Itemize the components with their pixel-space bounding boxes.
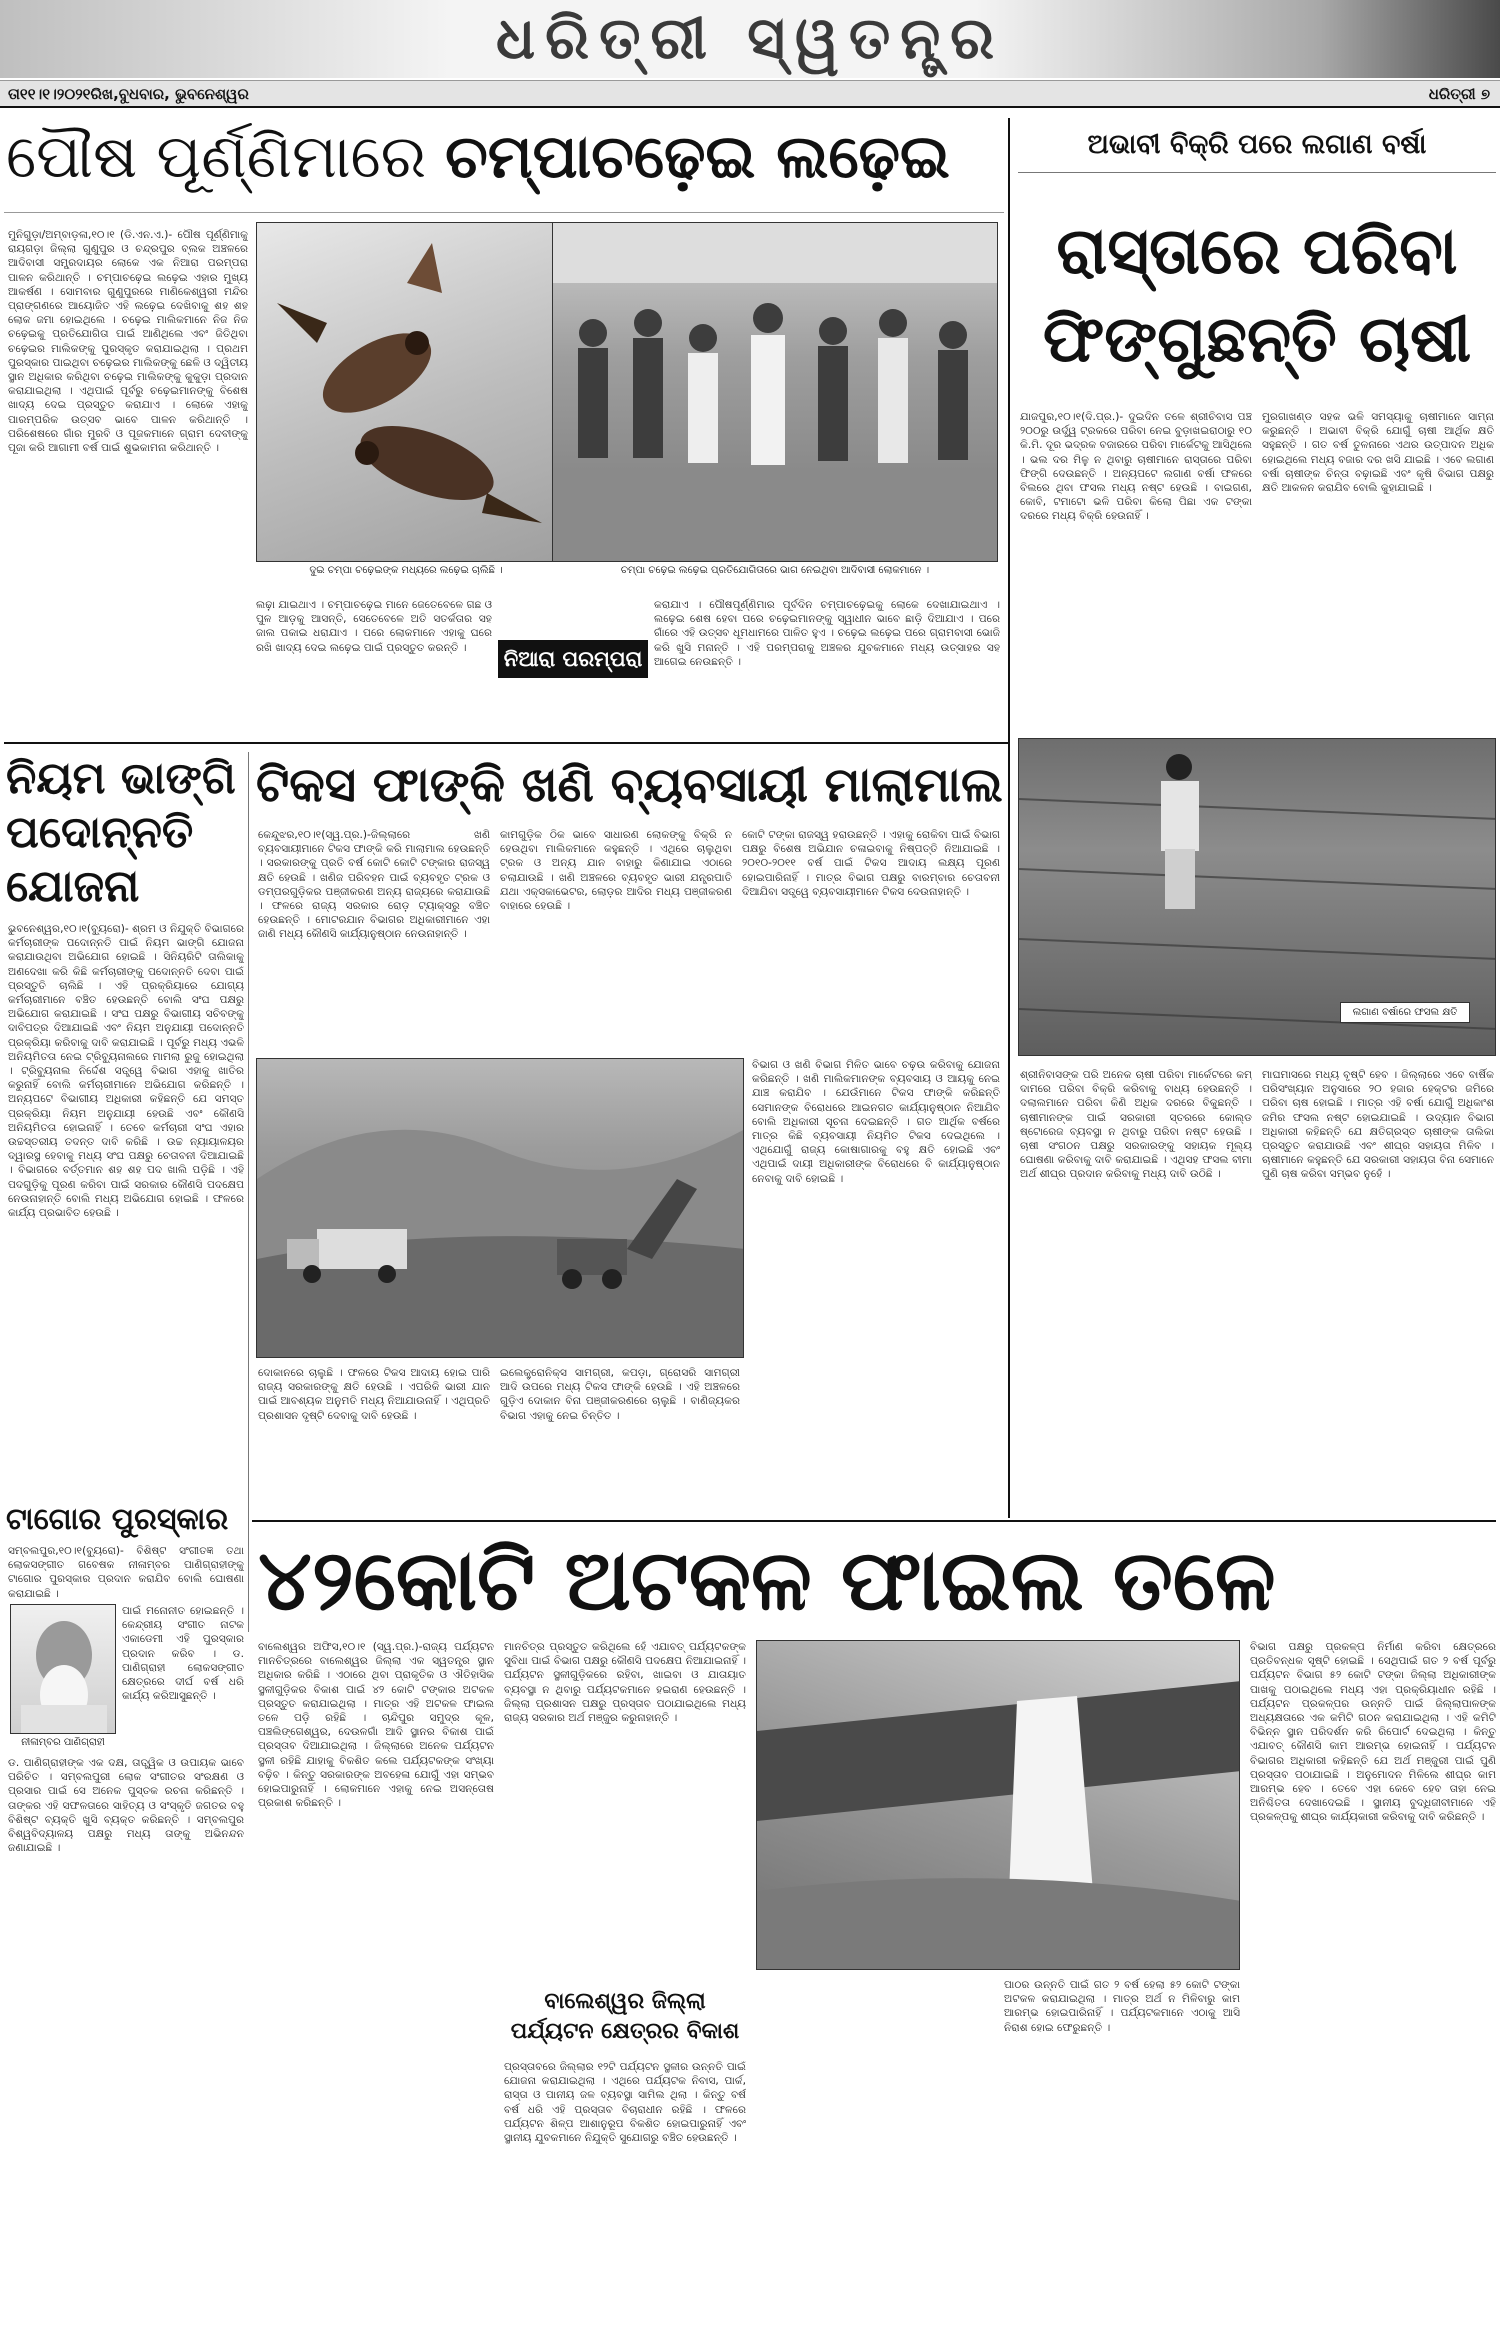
story-promotion-body: ଭୁବନେଶ୍ୱର,୧୦।୧(ବ୍ୟୁରୋ)- ଶ୍ରମ ଓ ନିଯୁକ୍ତି ବିଭାଗରେ କର୍ମଚାରୀଙ୍କ ପଦୋନ୍ନତି ପାଇଁ ନିୟମ ଭାଙ୍ଗି ଯୋଜନା କରାଯାଉଥିବା ଅଭିଯୋଗ ହୋଇଛି । ସିନିୟରିଟି ତାଲିକାକୁ ଅଣଦେଖା କରି କିଛି କର୍ମଚାରୀଙ୍କୁ ପଦୋନ୍ନତି ଦେବା ପାଇଁ ପ୍ରସ୍ତୁତି ଚାଲିଛି । ଏହି ପ୍ରକ୍ରିୟାରେ ଯୋଗ୍ୟ କର୍ମଚାରୀମାନେ ବଞ୍ଚିତ ହେଉଛନ୍ତି ବୋଲି ସଂଘ ପକ୍ଷରୁ ଅଭିଯୋଗ କରାଯାଇଛି । ସଂଘ ପକ୍ଷରୁ ବିଭାଗୀୟ ସଚିବଙ୍କୁ ଦାବିପତ୍ର ଦିଆଯାଇଛି ଏବଂ ନିୟମ ଅନୁଯାୟୀ ପଦୋନ୍ନତି ପ୍ରକ୍ରିୟା କରିବାକୁ ଦାବି କରାଯାଇଛି । ପୂର୍ବରୁ ମଧ୍ୟ ଏଭଳି ଅନିୟମିତତା ନେଇ ଟ୍ରିବ୍ୟୁନାଲରେ ମାମଲା ରୁଜୁ ହୋଇଥିଲା । ଟ୍ରିବ୍ୟୁନାଲ ନିର୍ଦ୍ଦେଶ ସତ୍ତ୍ୱେ ବିଭାଗ ଏହାକୁ ଖାତିର କରୁନାହିଁ ବୋଲି କର୍ମଚାରୀମାନେ ଅଭିଯୋଗ କରିଛନ୍ତି । ଅନ୍ୟପଟେ ବିଭାଗୀୟ ଅଧିକାରୀ କହିଛନ୍ତି ଯେ ସମସ୍ତ ପ୍ରକ୍ରିୟା ନିୟମ ଅନୁଯାୟୀ ହେଉଛି ଏବଂ କୌଣସି ଅନିୟମିତତା ହୋଇନାହିଁ । ତେବେ କର୍ମଚାରୀ ସଂଘ ଏହାର ଉଚ୍ଚସ୍ତରୀୟ ତଦନ୍ତ ଦାବି କରିଛି । ଉଚ୍ଚ ନ୍ୟାୟାଳୟର ଦ୍ୱାରସ୍ଥ ହେବାକୁ ମଧ୍ୟ ସଂଘ ପକ୍ଷରୁ ଚେତାବନୀ ଦିଆଯାଇଛି । ବିଭାଗରେ ବର୍ତ୍ତମାନ ଶହ ଶହ ପଦ ଖାଲି ପଡ଼ିଛି । ଏହି ପଦଗୁଡ଼ିକୁ ପୂରଣ କରିବା ପାଇଁ ସରକାର କୌଣସି ପଦକ୍ଷେପ ନେଉନାହାନ୍ତି ବୋଲି ମଧ୍ୟ ଅଭିଯୋଗ ହୋଇଛି । ଫଳରେ କାର୍ଯ୍ୟ ପ୍ରଭାବିତ ହେଉଛି । [8, 923, 244, 1220]
photo-waterfall [756, 1640, 1240, 1970]
crowd-illustration [553, 223, 998, 562]
story-balasore-sub-headline-1: ବାଲେଶ୍ୱର ଜିଲ୍ଲା [544, 1989, 706, 2014]
box-label-tradition: ନିଆରା ପରମ୍ପରା [498, 640, 648, 678]
bird-illustration [257, 223, 556, 562]
story-bird-right: କରାଯାଏ । ପୌଷପୂର୍ଣ୍ଣିମାର ପୂର୍ବଦିନ ଚମ୍ପାଚଢ଼େଇକୁ ଲୋକେ ଦେଖାଯାଇଥାଏ । ଲଢ଼େଇ ଶେଷ ହେବା ପରେ ଚଢ଼େଇମାନଙ୍କୁ ସ୍ୱାଧୀନ ଭାବେ ଛାଡ଼ି ଦିଆଯାଏ । ପରେ ଗାଁରେ ଏହି ଉତ୍ସବ ଧୂମଧାମରେ ପାଳିତ ହୁଏ । ଚଢ଼େଇ ଲଢ଼େଇ ପରେ ଗ୍ରାମବାସୀ ଭୋଜି କରି ଖୁସି ମନାନ୍ତି । ଏହି ପରମ୍ପରାକୁ ଅଞ୍ଚଳର ଯୁବକମାନେ ମଧ୍ୟ ଉତ୍ସାହର ସହ ଆଗେଇ ନେଉଛନ୍ତି । [654, 599, 1000, 668]
story-bird-headline [6, 118, 950, 196]
divider [1018, 172, 1496, 173]
story-tagore-headline: ଟାଗୋର ପୁରସ୍କାର [6, 1502, 229, 1537]
photo-villagers [552, 222, 998, 562]
story-promotion-headline-2: ପଦୋନ୍ନତି [6, 807, 194, 858]
divider [4, 212, 1004, 213]
headline-part-a: ପୌଷ ପୂର୍ଣ୍ଣିମାରେ [6, 122, 446, 192]
photo-mine-trucks [256, 1058, 744, 1358]
story-mining-under-photo-1: ଦୋକାନରେ ଚାଲୁଛି । ଫଳରେ ଟିକସ ଆଦାୟ ହୋଇ ପାରି ରାଜ୍ୟ ସରକାରଙ୍କୁ କ୍ଷତି ହେଉଛି । ଏପରିକି ଭାରୀ ଯାନ ପାଇଁ ଆବଶ୍ୟକ ଅନୁମତି ମଧ୍ୟ ନିଆଯାଉନାହିଁ । ଏଥିପ୍ରତି ପ୍ରଶାସନ ଦୃଷ୍ଟି ଦେବାକୁ ଦାବି ହେଉଛି । [258, 1367, 490, 1422]
caption-panigrahi: ନୀଳାମ୍ବର ପାଣିଗ୍ରାହୀ [21, 1737, 105, 1748]
caption-field: ଲଗାଣ ବର୍ଷାରେ ଫସଲ କ୍ଷତି [1340, 1002, 1470, 1023]
column-rule [1008, 118, 1010, 1518]
story-farmers-kicker: ଅଭାବୀ ବିକ୍ରି ପରେ ଲଗାଣ ବର୍ଷା [1087, 129, 1427, 160]
story-mining-col1: କେନ୍ଦୁଝର,୧୦।୧(ସ୍ୱ.ପ୍ର.)-ଜିଲ୍ଲାରେ ଖଣି ବ୍ୟବସାୟୀମାନେ ଟିକସ ଫାଙ୍କି କରି ମାଲାମାଲ ହେଉଛନ୍ତି । ସରକାରଙ୍କୁ ପ୍ରତି ବର୍ଷ କୋଟି କୋଟି ଟଙ୍କାର ରାଜସ୍ୱ କ୍ଷତି ହେଉଛି । ଖଣିଜ ପରିବହନ ପାଇଁ ବ୍ୟବହୃତ ଟ୍ରକ ଓ ଡମ୍ପରଗୁଡ଼ିକର ପଞ୍ଜୀକରଣ ଅନ୍ୟ ରାଜ୍ୟରେ କରାଯାଉଛି । ଫଳରେ ରାଜ୍ୟ ସରକାର ରୋଡ଼ ଟ୍ୟାକ୍ସରୁ ବଞ୍ଚିତ ହେଉଛନ୍ତି । ମୋଟରଯାନ ବିଭାଗର ଅଧିକାରୀମାନେ ଏହା ଜାଣି ମଧ୍ୟ କୌଣସି କାର୍ଯ୍ୟାନୁଷ୍ଠାନ ନେଉନାହାନ୍ତି । [258, 829, 490, 941]
section-rule [4, 742, 1008, 744]
story-mining-col2: କାମଗୁଡ଼ିକ ଠିକ ଭାବେ ସାଧାରଣ ଲୋକଙ୍କୁ ବିକ୍ରି ନ ହେଉଥିବା ମାଲିକମାନେ କହୁଛନ୍ତି । ଏଥିରେ ଚାଲୁଥିବା ଟ୍ରକ ଓ ଅନ୍ୟ ଯାନ ବାହାରୁ କିଣାଯାଇ ଏଠାରେ ଚଲାଯାଉଛି । ଖଣି ଅଞ୍ଚଳରେ ବ୍ୟବହୃତ ଭାରୀ ଯନ୍ତ୍ରପାତି ଯଥା ଏକ୍ସକାଭେଟର, ଲୋଡ଼ର ଆଦିର ମଧ୍ୟ ପଞ୍ଜୀକରଣ ବାହାରେ ହେଉଛି । [500, 829, 732, 913]
masthead-title: ଧରିତ୍ରୀ ସ୍ୱତନ୍ତ୍ର [495, 4, 1005, 72]
photo-birds [256, 222, 556, 562]
caption-birds: ଦୁଇ ଚମ୍ପା ଚଢ଼େଇଙ୍କ ମଧ୍ୟରେ ଲଢ଼େଇ ଚାଲିଛି । [309, 565, 503, 576]
story-bird-lead: ମୁନିଗୁଡ଼ା/ଅମ୍ବାଡ଼ଳା,୧୦।୧ (ଡି.ଏନ.ଏ.)- ପୌଷ ପୂର୍ଣ୍ଣିମାକୁ ରାୟଗଡ଼ା ଜିଲ୍ଲା ଗୁଣୁପୁର ଓ ଚନ୍ଦ୍ରପୁର ବ୍ଲକ ଅଞ୍ଚଳରେ ଆଦିବାସୀ ସମ୍ପ୍ରଦାୟର ଲୋକେ ଏକ ନିଆରା ପରମ୍ପରା ପାଳନ କରିଥାନ୍ତି । ଚମ୍ପାଚଢ଼େଇ ଲଢ଼େଇ ଏହାର ମୁଖ୍ୟ ଆକର୍ଷଣ । ସୋମବାର ଗୁଣୁପୁରରେ ମାଣିକେଶ୍ୱରୀ ମନ୍ଦିର ପ୍ରାଙ୍ଗଣରେ ଆୟୋଜିତ ଏହି ଲଢ଼େଇ ଦେଖିବାକୁ ଶହ ଶହ ଲୋକ ଜମା ହୋଇଥିଲେ । ଚଢ଼େଇ ମାଲିକମାନେ ନିଜ ନିଜ ଚଢ଼େଇକୁ ପ୍ରତିଯୋଗିତା ପାଇଁ ଆଣିଥିଲେ ଏବଂ ଜିତିଥିବା ଚଢ଼େଇର ମାଲିକଙ୍କୁ ପୁରସ୍କୃତ କରାଯାଇଥିଲା । ପ୍ରଥମ ପୁରସ୍କାର ପାଇଥିବା ଚଢ଼େଇର ମାଲିକଙ୍କୁ ଛେଳି ଓ ଦ୍ୱିତୀୟ ସ୍ଥାନ ଅଧିକାର କରିଥିବା ଚଢ଼େଇ ମାଲିକଙ୍କୁ କୁକୁଡ଼ା ପ୍ରଦାନ କରାଯାଇଥିଲା । ଏଥିପାଇଁ ପୂର୍ବରୁ ଚଢ଼େଇମାନଙ୍କୁ ବିଶେଷ ଖାଦ୍ୟ ଦେଇ ପ୍ରସ୍ତୁତ କରାଯାଏ । ଲୋକେ ଏହାକୁ ପାରମ୍ପରିକ ଉତ୍ସବ ଭାବେ ପାଳନ କରିଥାନ୍ତି । ପରିଶେଷରେ ଗାଁର ମୁରବି ଓ ପୂଜକମାନେ ଗ୍ରାମ ଦେବୀଙ୍କୁ ପୂଜା କରି ଆଗାମୀ ବର୍ଷ ପାଇଁ ଶୁଭକାମନା କରିଥାନ୍ତି । [8, 229, 248, 455]
story-mining-under-photo-2: ଇଲେକ୍ଟ୍ରୋନିକ୍ସ ସାମଗ୍ରୀ, କପଡ଼ା, ଗ୍ରୋସରି ସାମଗ୍ରୀ ଆଦି ଉପରେ ମଧ୍ୟ ଟିକସ ଫାଙ୍କି ହେଉଛି । ଏହି ଅଞ୍ଚଳରେ ଗୁଡ଼ିଏ ଦୋକାନ ବିନା ପଞ୍ଜୀକରଣରେ ଚାଲୁଛି । ବାଣିଜ୍ୟକର ବିଭାଗ ଏହାକୁ ନେଇ ଚିନ୍ତିତ । [500, 1367, 740, 1422]
story-farmers-headline-1: ରାସ୍ତାରେ ପରିବା [1056, 215, 1458, 289]
story-balasore-under-photo: ପାଠର ଉନ୍ନତି ପାଇଁ ଗତ ୨ ବର୍ଷ ହେଲା ୫୨ କୋଟି ଟଙ୍କା ଅଟକଳ କରାଯାଇଥିଲା । ମାତ୍ର ଅର୍ଥ ନ ମିଳିବାରୁ କାମ ଆରମ୍ଭ ହୋଇପାରିନାହିଁ । ପର୍ଯ୍ୟଟକମାନେ ଏଠାକୁ ଆସି ନିରାଶ ହୋଇ ଫେରୁଛନ୍ତି । [1004, 1979, 1240, 2034]
story-tagore-intro: ସମ୍ବଲପୁର,୧୦।୧(ବ୍ୟୁରୋ)- ବିଶିଷ୍ଟ ସଂଗୀତଜ୍ଞ ତଥା ଲୋକସଙ୍ଗୀତ ଗବେଷକ ନୀଳାମ୍ବର ପାଣିଗ୍ରାହୀଙ୍କୁ ଟାଗୋର ପୁରସ୍କାର ପ୍ରଦାନ କରାଯିବ ବୋଲି ଘୋଷଣା କରାଯାଇଛି । [8, 1545, 244, 1600]
story-balasore-col2-bottom: ପ୍ରସ୍ତାବରେ ଜିଲ୍ଲାର ୧୨ଟି ପର୍ଯ୍ୟଟନ ସ୍ଥଳୀର ଉନ୍ନତି ପାଇଁ ଯୋଜନା କରାଯାଇଥିଲା । ଏଥିରେ ପର୍ଯ୍ୟଟକ ନିବାସ, ପାର୍କ, ରାସ୍ତା ଓ ପାନୀୟ ଜଳ ବ୍ୟବସ୍ଥା ସାମିଲ ଥିଲା । କିନ୍ତୁ ବର୍ଷ ବର୍ଷ ଧରି ଏହି ପ୍ରସ୍ତାବ ବିଚାରାଧୀନ ରହିଛି । ଫଳରେ ପର୍ଯ୍ୟଟନ ଶିଳ୍ପ ଆଶାନୁରୂପ ବିକଶିତ ହୋଇପାରୁନାହିଁ ଏବଂ ସ୍ଥାନୀୟ ଯୁବକମାନେ ନିଯୁକ୍ତି ସୁଯୋଗରୁ ବଞ୍ଚିତ ହେଉଛନ୍ତି । [504, 2061, 746, 2145]
headline-part-b: ଚମ୍ପାଚଢ଼େଇ ଲଢ଼େଇ [445, 122, 950, 192]
story-balasore-headline: ୪୨କୋଟି ଅଟକଳ ଫାଇଲ ତଳେ [258, 1531, 1276, 1629]
story-balasore-sub-headline-2: ପର୍ଯ୍ୟଟନ କ୍ଷେତ୍ରର ବିକାଶ [510, 2019, 740, 2044]
story-farmers-headline-2: ଫିଙ୍ଗୁଛନ୍ତି ଚାଷୀ [1042, 303, 1472, 377]
story-promotion-headline-1: ନିୟମ ଭାଙ୍ଗି [6, 753, 236, 804]
waterfall-illustration [757, 1641, 1240, 1970]
story-balasore-col2: ମାନଚିତ୍ର ପ୍ରସ୍ତୁତ କରିଥିଲେ ହେଁ ଏଯାବତ୍ ପର୍ଯ୍ୟଟକଙ୍କ ସୁବିଧା ପାଇଁ ବିଭାଗ ପକ୍ଷରୁ କୌଣସି ପଦକ୍ଷେପ ନିଆଯାଇନାହିଁ । ପର୍ଯ୍ୟଟନ ସ୍ଥଳୀଗୁଡ଼ିକରେ ରହିବା, ଖାଇବା ଓ ଯାତାୟାତ ବ୍ୟବସ୍ଥା ନ ଥିବାରୁ ପର୍ଯ୍ୟଟକମାନେ ହଇରାଣ ହେଉଛନ୍ତି । ଜିଲ୍ଲା ପ୍ରଶାସନ ପକ୍ଷରୁ ପ୍ରସ୍ତାବ ପଠାଯାଇଥିଲେ ମଧ୍ୟ ରାଜ୍ୟ ସରକାର ଅର୍ଥ ମଞ୍ଜୁର କରୁନାହାନ୍ତି । [504, 1641, 746, 1725]
story-farmers-body-top: ଯାଜପୁର,୧୦।୧(ଦି.ପ୍ର.)- ଦୁଇଦିନ ତଳେ ଶ୍ରୀଚିବାସ ପଞ୍ଚ ୨୦୦ରୁ ଉର୍ଦ୍ଧ୍ୱ ଟ୍ରକରେ ପରିବା ନେଇ ବୁଡ଼ାଖଇରାଠାରୁ ୧୦ କି.ମି. ଦୂର ଭଦ୍ରକ ବଜାରରେ ପରିବା ମାର୍କେଟକୁ ଆସିଥିଲେ । ଭଲ ଦର ମିଳୁ ନ ଥିବାରୁ ଚାଷୀମାନେ ରାସ୍ତାରେ ପରିବା ଫିଙ୍ଗି ଦେଉଛନ୍ତି । ଅନ୍ୟପଟେ ଲଗାଣ ବର୍ଷା ଫଳରେ ବିଲରେ ଥିବା ଫସଲ ମଧ୍ୟ ନଷ୍ଟ ହେଉଛି । ବାଇଗଣ, କୋବି, ଟମାଟୋ ଭଳି ପରିବା କିଲୋ ପିଛା ଏକ ଟଙ୍କା ଦରରେ ମଧ୍ୟ ବିକ୍ରି ହେଉନାହିଁ । [1020, 411, 1252, 523]
story-mining-col3: କୋଟି ଟଙ୍କା ରାଜସ୍ୱ ହରାଉଛନ୍ତି । ଏହାକୁ ରୋକିବା ପାଇଁ ବିଭାଗ ପକ୍ଷରୁ ବିଶେଷ ଅଭିଯାନ ଚଳାଇବାକୁ ନିଷ୍ପତ୍ତି ନିଆଯାଇଛି । ୨୦୧୦-୨୦୧୧ ବର୍ଷ ପାଇଁ ଟିକସ ଆଦାୟ ଲକ୍ଷ୍ୟ ପୂରଣ ହୋଇପାରିନାହିଁ । ମାତ୍ର ବିଭାଗ ପକ୍ଷରୁ ବାରମ୍ବାର ଚେତାବନୀ ଦିଆଯିବା ସତ୍ତ୍ୱେ ବ୍ୟବସାୟୀମାନେ ଟିକସ ଦେଉନାହାନ୍ତି । [742, 829, 1000, 898]
page-number: ଧରିତ୍ରୀ ୭ [1428, 85, 1490, 103]
story-farmers-body-bottom: ଶ୍ରୀନିବାସଙ୍କ ପରି ଅନେକ ଚାଷୀ ପରିବା ମାର୍କେଟରେ କମ୍ ଦାମରେ ପରିବା ବିକ୍ରି କରିବାକୁ ବାଧ୍ୟ ହେଉଛନ୍ତି । ଦଲାଲମାନେ ପରିବା କିଣି ଅଧିକ ଦରରେ ବିକୁଛନ୍ତି । ଚାଷୀମାନଙ୍କ ପାଇଁ ସରକାରୀ ସ୍ତରରେ କୋଲ୍ଡ ଷ୍ଟୋରେଜ ବ୍ୟବସ୍ଥା ନ ଥିବାରୁ ପରିବା ନଷ୍ଟ ହେଉଛି । ଚାଷୀ ସଂଗଠନ ପକ୍ଷରୁ ସରକାରଙ୍କୁ ସହାୟକ ମୂଲ୍ୟ ଘୋଷଣା କରିବାକୁ ଦାବି କରାଯାଇଛି । ଏଥିସହ ଫସଲ ବୀମା ଅର୍ଥ ଶୀଘ୍ର ପ୍ରଦାନ କରିବାକୁ ମଧ୍ୟ ଦାବି ଉଠିଛି । [1020, 1069, 1252, 1181]
section-rule [252, 1520, 1496, 1522]
story-mining-col-right: ବିଭାଗ ଓ ଖଣି ବିଭାଗ ମିଳିତ ଭାବେ ଚଢ଼ଉ କରିବାକୁ ଯୋଜନା କରିଛନ୍ତି । ଖଣି ମାଲିକମାନଙ୍କ ବ୍ୟବସାୟ ଓ ଆୟକୁ ନେଇ ଯାଞ୍ଚ କରାଯିବ । ଯେଉଁମାନେ ଟିକସ ଫାଙ୍କି କରିଛନ୍ତି ସେମାନଙ୍କ ବିରୋଧରେ ଆଇନଗତ କାର୍ଯ୍ୟାନୁଷ୍ଠାନ ନିଆଯିବ ବୋଲି ଅଧିକାରୀ ସୂଚନା ଦେଇଛନ୍ତି । ଗତ ଆର୍ଥିକ ବର୍ଷରେ ମାତ୍ର କିଛି ବ୍ୟବସାୟୀ ନିୟମିତ ଟିକସ ଦେଇଥିଲେ । ଏଥିଯୋଗୁଁ ରାଜ୍ୟ କୋଷାଗାରକୁ ବହୁ କ୍ଷତି ହୋଇଛି ଏବଂ ଏଥିପାଇଁ ଦାୟୀ ଅଧିକାରୀଙ୍କ ବିରୋଧରେ ବି କାର୍ଯ୍ୟାନୁଷ୍ଠାନ ନେବାକୁ ଦାବି ହୋଇଛି । [752, 1059, 1000, 1185]
caption-villagers: ଚମ୍ପା ଚଢ଼େଇ ଲଢ଼େଇ ପ୍ରତିଯୋଗିତାରେ ଭାଗ ନେଇଥିବା ଆଦିବାସୀ ଲୋକମାନେ । [620, 565, 930, 576]
story-balasore-under-photo-left [756, 1978, 996, 2336]
mine-illustration [257, 1059, 744, 1358]
story-mining-headline: ଟିକସ ଫାଙ୍କି ଖଣି ବ୍ୟବସାୟୀ ମାଲାମାଲ [256, 757, 1003, 813]
story-promotion-headline-3: ଯୋଜନା [6, 861, 140, 912]
story-balasore-col4: ବିଭାଗ ପକ୍ଷରୁ ପ୍ରକଳ୍ପ ନିର୍ମାଣ କରିବା କ୍ଷେତ୍ରରେ ପ୍ରତିବନ୍ଧକ ସୃଷ୍ଟି ହୋଇଛି । ସେଥିପାଇଁ ଗତ ୨ ବର୍ଷ ପୂର୍ବରୁ ପର୍ଯ୍ୟଟନ ବିଭାଗ ୫୨ କୋଟି ଟଙ୍କା ଜିଲ୍ଲା ଅଧିକାରୀଙ୍କ ପାଖକୁ ପଠାଇଥିଲେ ମଧ୍ୟ ଏହା ପ୍ରକ୍ରିୟାଧୀନ ରହିଛି । ପର୍ଯ୍ୟଟନ ପ୍ରକଳ୍ପର ଉନ୍ନତି ପାଇଁ ଜିଲ୍ଲାପାଳଙ୍କ ଅଧ୍ୟକ୍ଷତାରେ ଏକ କମିଟି ଗଠନ କରାଯାଇଥିଲା । ଏହି କମିଟି ବିଭିନ୍ନ ସ୍ଥାନ ପରିଦର୍ଶନ କରି ରିପୋର୍ଟ ଦେଇଥିଲା । କିନ୍ତୁ ଏଯାବତ୍ କୌଣସି କାମ ଆରମ୍ଭ ହୋଇନାହିଁ । ପର୍ଯ୍ୟଟନ ବିଭାଗର ଅଧିକାରୀ କହିଛନ୍ତି ଯେ ଅର୍ଥ ମଞ୍ଜୁରୀ ପାଇଁ ପୁଣି ପ୍ରସ୍ତାବ ପଠାଯାଇଛି । ଅନୁମୋଦନ ମିଳିଲେ ଶୀଘ୍ର କାମ ଆରମ୍ଭ ହେବ । ତେବେ ଏହା କେବେ ହେବ ତାହା ନେଇ ଅନିଶ୍ଚିତତା ଦେଖାଦେଇଛି । ସ୍ଥାନୀୟ ବୁଦ୍ଧିଜୀବୀମାନେ ଏହି ପ୍ରକଳ୍ପକୁ ଶୀଘ୍ର କାର୍ଯ୍ୟକାରୀ କରିବାକୁ ଦାବି କରିଛନ୍ତି । [1250, 1641, 1496, 1824]
column-rule [248, 752, 249, 1632]
story-balasore-col1: ବାଲେଶ୍ୱର ଅଫିସ,୧୦।୧ (ସ୍ୱ.ପ୍ର.)-ରାଜ୍ୟ ପର୍ଯ୍ୟଟନ ମାନଚିତ୍ରରେ ବାଲେଶ୍ୱର ଜିଲ୍ଲା ଏକ ସ୍ୱତନ୍ତ୍ର ସ୍ଥାନ ଅଧିକାର କରିଛି । ଏଠାରେ ଥିବା ପ୍ରାକୃତିକ ଓ ଐତିହାସିକ ସ୍ଥଳୀଗୁଡ଼ିକର ବିକାଶ ପାଇଁ ୪୨ କୋଟି ଟଙ୍କାର ଅଟକଳ ପ୍ରସ୍ତୁତ କରାଯାଇଥିଲା । ମାତ୍ର ଏହି ଅଟକଳ ଫାଇଲ ତଳେ ପଡ଼ି ରହିଛି । ଚାନ୍ଦିପୁର ସମୁଦ୍ର କୂଳ, ପଞ୍ଚଲିଙ୍ଗେଶ୍ୱର, ଦେଉଳଗାଁ ଆଦି ସ୍ଥାନର ବିକାଶ ପାଇଁ ପ୍ରସ୍ତାବ ଦିଆଯାଇଥିଲା । ଜିଲ୍ଲାରେ ଅନେକ ପର୍ଯ୍ୟଟନ ସ୍ଥଳୀ ରହିଛି ଯାହାକୁ ବିକଶିତ କଲେ ପର୍ଯ୍ୟଟକଙ୍କ ସଂଖ୍ୟା ବଢ଼ିବ । କିନ୍ତୁ ସରକାରଙ୍କ ଅବହେଳା ଯୋଗୁଁ ଏହା ସମ୍ଭବ ହୋଇପାରୁନାହିଁ । ଲୋକମାନେ ଏହାକୁ ନେଇ ଅସନ୍ତୋଷ ପ୍ରକାଶ କରିଛନ୍ତି । [258, 1641, 494, 1810]
story-farmers-body-top-2: ମୁରଗାଖଣ୍ଡ ସହକ ଭଳି ସମସ୍ୟାକୁ ଚାଷୀମାନେ ସାମ୍ନା କରୁଛନ୍ତି । ଅଭାବୀ ବିକ୍ରି ଯୋଗୁଁ ଚାଷୀ ଆର୍ଥିକ କ୍ଷତି ସହୁଛନ୍ତି । ଗତ ବର୍ଷ ତୁଳନାରେ ଏଥର ଉତ୍ପାଦନ ଅଧିକ ହୋଇଥିଲେ ମଧ୍ୟ ବଜାର ଦର ଖସି ଯାଇଛି । ଏବେ ଲଗାଣ ବର୍ଷା ଚାଷୀଙ୍କ ଚିନ୍ତା ବଢ଼ାଇଛି ଏବଂ କୃଷି ବିଭାଗ ପକ୍ଷରୁ କ୍ଷତି ଆକଳନ କରାଯିବ ବୋଲି କୁହାଯାଇଛି । [1262, 411, 1494, 495]
story-tagore-side: ପାଇଁ ମନୋନୀତ ହୋଇଛନ୍ତି । କେନ୍ଦ୍ରୀୟ ସଂଗୀତ ନାଟକ ଏକାଡେମୀ ଏହି ପୁରସ୍କାର ପ୍ରଦାନ କରିବ । ଡ. ପାଣିଗ୍ରାହୀ ଲୋକସଙ୍ଗୀତ କ୍ଷେତ୍ରରେ ଦୀର୍ଘ ବର୍ଷ ଧରି କାର୍ଯ୍ୟ କରିଆସୁଛନ୍ତି । [122, 1605, 244, 1703]
dateline: ତା୧୧।୧।୨୦୨୧ରିଖ,ବୁଧବାର, ଭୁବନେଶ୍ୱର [8, 85, 249, 103]
story-tagore-bottom: ଡ. ପାଣିଗ୍ରାହୀଙ୍କ ଏକ ଦକ୍ଷ, ତାତ୍ତ୍ୱିକ ଓ ଉପାୟକ ଭାବେ ପରିଚିତ । ସମ୍ବଲପୁରୀ ଲୋକ ସଂଗୀତର ସଂରକ୍ଷଣ ଓ ପ୍ରସାର ପାଇଁ ସେ ଅନେକ ପୁସ୍ତକ ରଚନା କରିଛନ୍ତି । ତାଙ୍କର ଏହି ସଫଳତାରେ ସାହିତ୍ୟ ଓ ସଂସ୍କୃତି ଜଗତର ବହୁ ବିଶିଷ୍ଟ ବ୍ୟକ୍ତି ଖୁସି ବ୍ୟକ୍ତ କରିଛନ୍ତି । ସମ୍ବଲପୁର ବିଶ୍ୱବିଦ୍ୟାଳୟ ପକ୍ଷରୁ ମଧ୍ୟ ତାଙ୍କୁ ଅଭିନନ୍ଦନ ଜଣାଯାଇଛି । [8, 1757, 244, 1855]
story-bird-mid: ଲଢ଼ା ଯାଇଥାଏ । ଚମ୍ପାଚଢ଼େଇ ମାନେ ଜେତେବେଳେ ଗଛ ଓ ପୁଳ ଆଡ଼କୁ ଆସନ୍ତି, ସେତେବେଳେ ଅତି ସତର୍କତାର ସହ ଜାଲ ପକାଇ ଧରାଯାଏ । ପରେ ଲୋକମାନେ ଏହାକୁ ଘରେ ରଖି ଖାଦ୍ୟ ଦେଇ ଲଢ଼େଇ ପାଇଁ ପ୍ରସ୍ତୁତ କରନ୍ତି । [256, 599, 492, 654]
photo-panigrahi [10, 1604, 116, 1734]
story-farmers-body-bottom-2: ମାଘମାସରେ ମଧ୍ୟ ବୃଷ୍ଟି ହେବ । ଜିଲ୍ଲାରେ ଏବେ ବାର୍ଷିକ ପରିସଂଖ୍ୟାନ ଅନୁସାରେ ୨୦ ହଜାର ହେକ୍ଟର ଜମିରେ ପରିବା ଚାଷ ହୋଇଛି । ମାତ୍ର ଏହି ବର୍ଷା ଯୋଗୁଁ ଅଧିକାଂଶ ଜମିର ଫସଲ ନଷ୍ଟ ହୋଇଯାଇଛି । ଉଦ୍ୟାନ ବିଭାଗ ଅଧିକାରୀ କହିଛନ୍ତି ଯେ କ୍ଷତିଗ୍ରସ୍ତ ଚାଷୀଙ୍କ ତାଲିକା ପ୍ରସ୍ତୁତ କରାଯାଉଛି ଏବଂ ଶୀଘ୍ର ସହାୟତା ମିଳିବ । ଚାଷୀମାନେ କହୁଛନ୍ତି ଯେ ସରକାରୀ ସହାୟତା ବିନା ସେମାନେ ପୁଣି ଚାଷ କରିବା ସମ୍ଭବ ନୁହେଁ । [1262, 1069, 1494, 1181]
portrait-illustration [11, 1605, 116, 1734]
